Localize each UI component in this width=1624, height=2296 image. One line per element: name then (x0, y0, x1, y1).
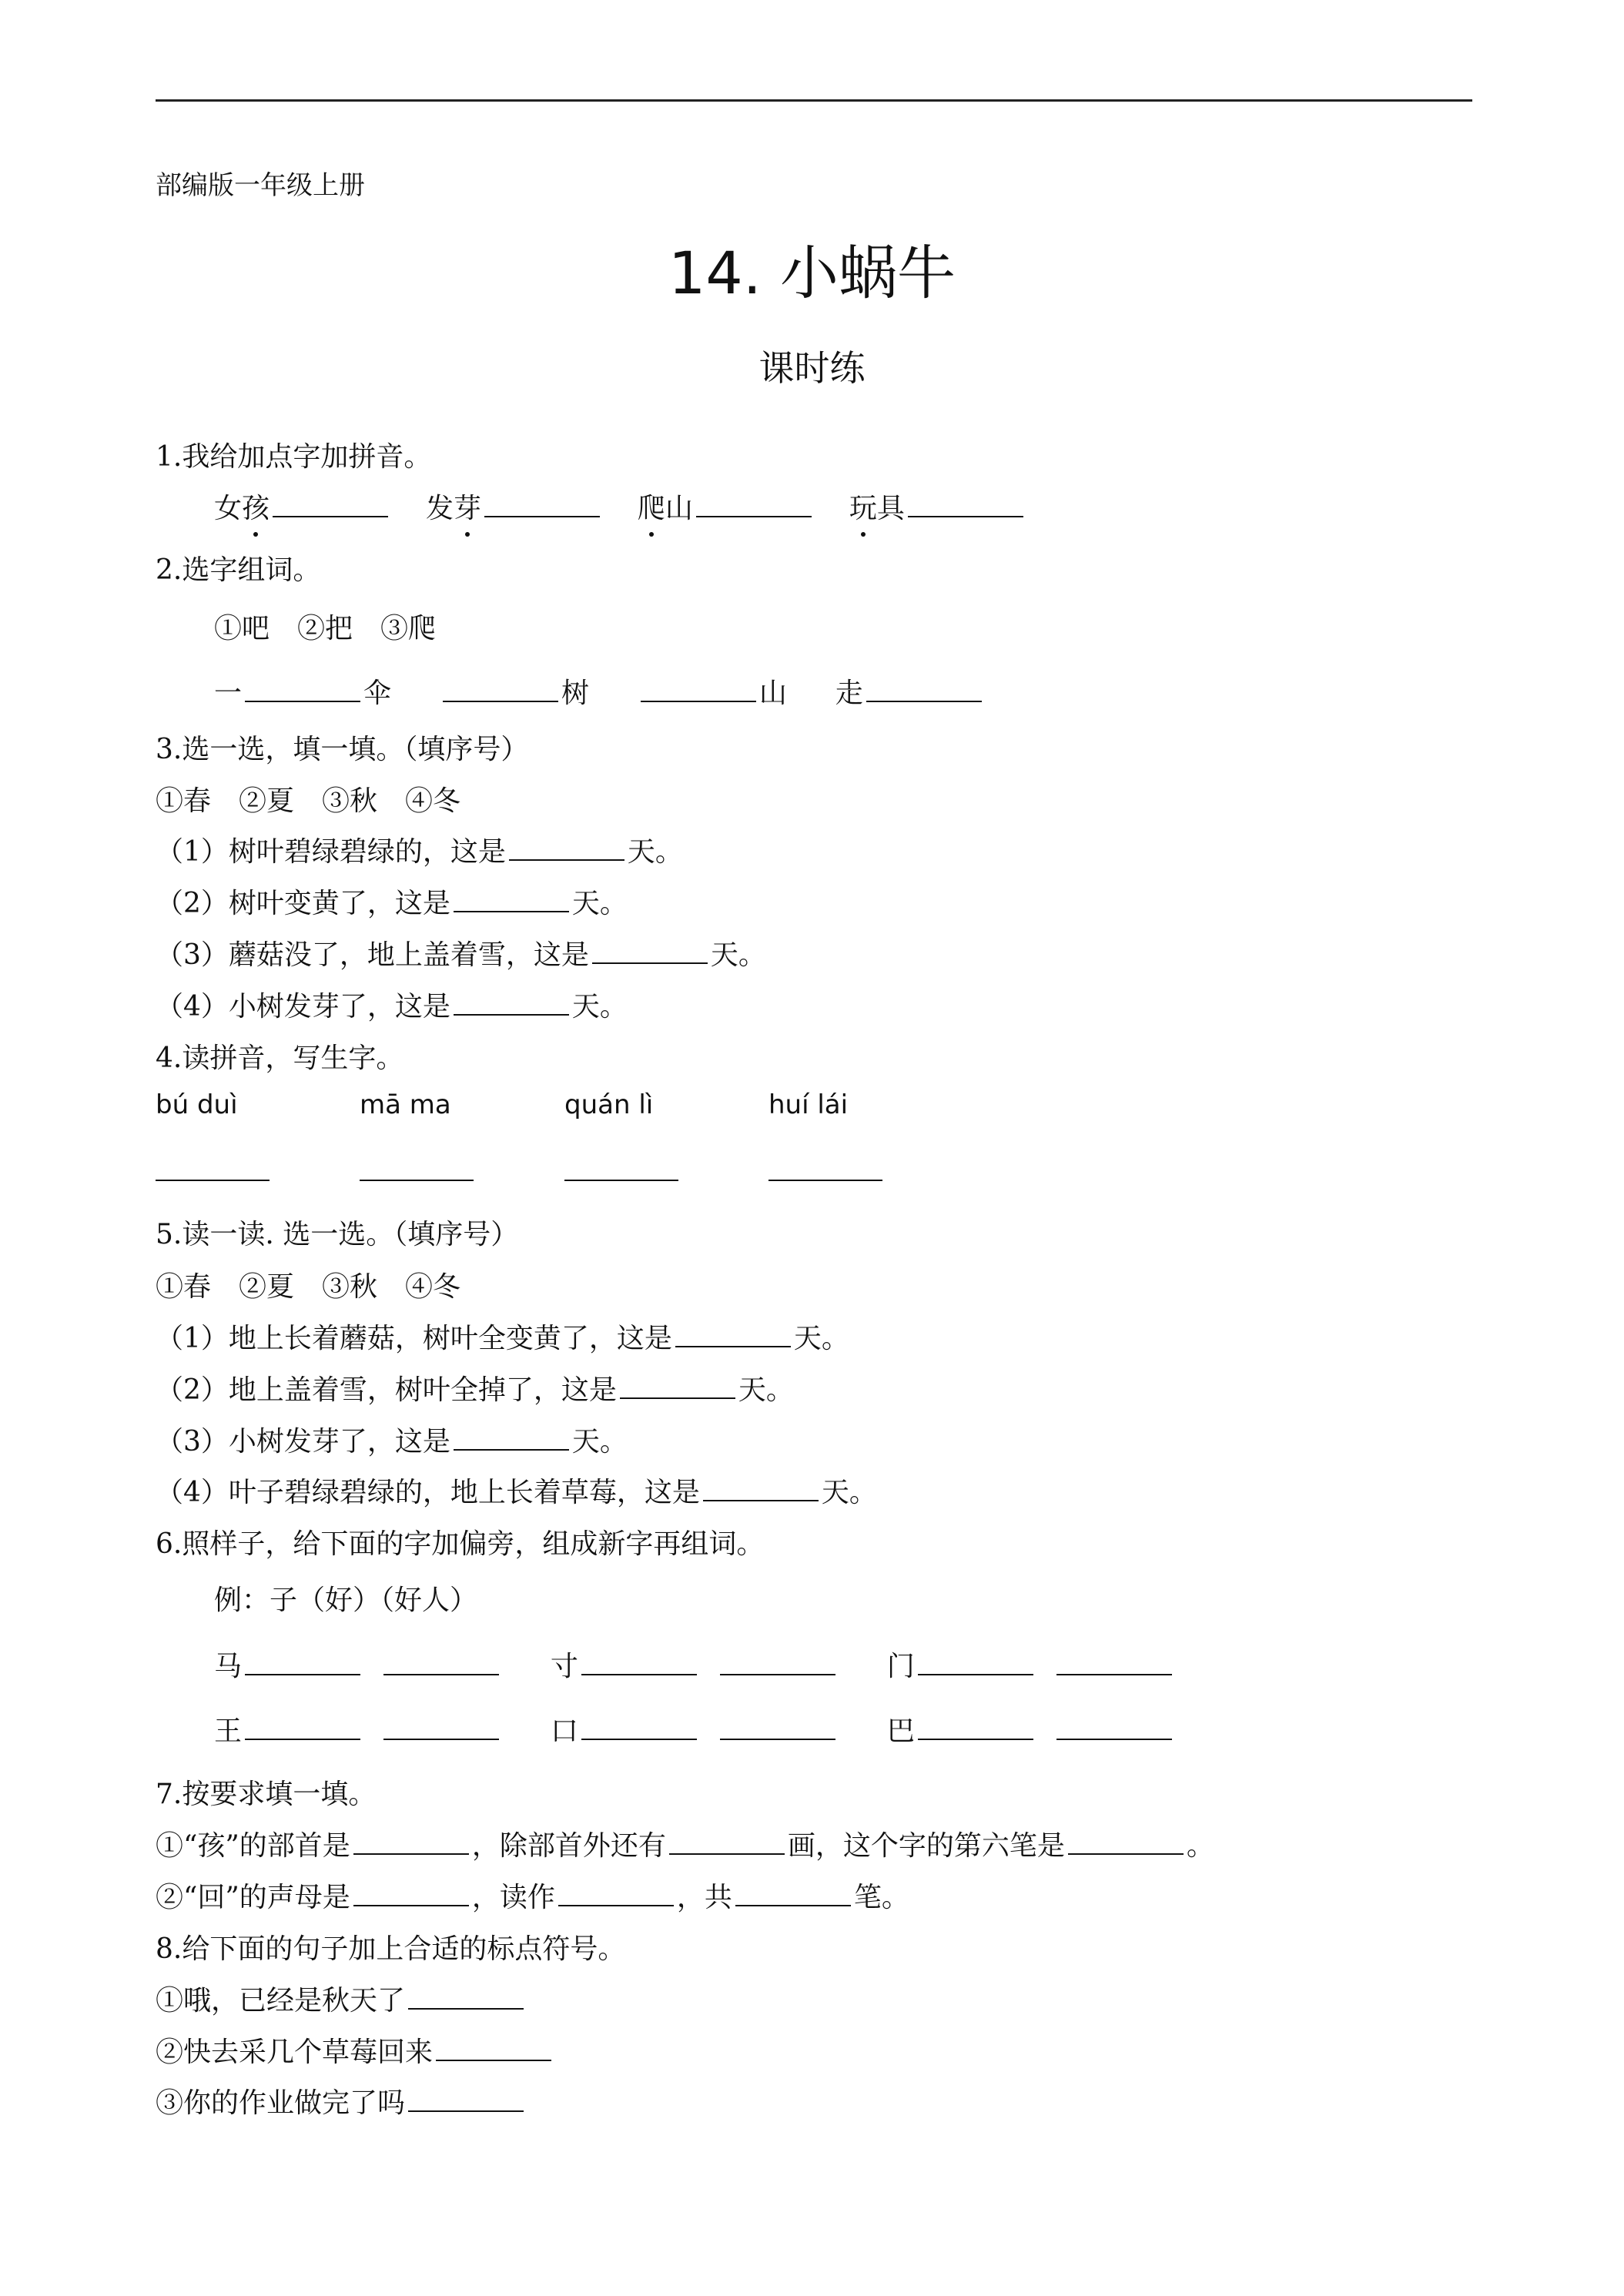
answer-blank[interactable] (641, 678, 756, 702)
q3-item-2: （2）树叶变黄了，这是 天。 (156, 888, 628, 919)
answer-blank[interactable] (245, 1715, 360, 1740)
answer-blank[interactable] (720, 1715, 835, 1740)
q1-item-1: 女孩 (214, 493, 391, 524)
q4-pinyin-4: huí lái (768, 1089, 849, 1120)
q5-item-1: （1）地上长着蘑菇，树叶全变黄了，这是 天。 (156, 1323, 849, 1354)
answer-blank[interactable] (696, 493, 812, 517)
answer-blank[interactable] (1056, 1715, 1172, 1740)
q8-prompt: 8.给下面的句子加上合适的标点符号。 (156, 1933, 626, 1965)
answer-blank[interactable] (454, 1426, 569, 1451)
answer-blank[interactable] (1068, 1830, 1184, 1855)
header-rule (156, 99, 1472, 102)
q6-example: 例：子（好）（好人） (214, 1585, 478, 1616)
answer-blank[interactable] (484, 493, 600, 517)
q4-pinyin-2: mā ma (360, 1089, 451, 1120)
answer-blank[interactable] (454, 991, 569, 1016)
answer-blank[interactable] (866, 678, 982, 702)
answer-blank[interactable] (360, 1180, 474, 1181)
q3-item-4: （4）小树发芽了，这是 天。 (156, 991, 628, 1022)
answer-blank[interactable] (918, 1651, 1033, 1675)
q1-item-3: 爬山 (638, 493, 815, 524)
q5-options: ①春 ②夏 ③秋 ④冬 (156, 1271, 461, 1303)
answer-blank[interactable] (918, 1715, 1033, 1740)
answer-blank[interactable] (383, 1715, 499, 1740)
answer-blank[interactable] (703, 1477, 819, 1501)
answer-blank[interactable] (669, 1830, 785, 1855)
answer-blank[interactable] (581, 1715, 697, 1740)
q5-item-4: （4）叶子碧绿碧绿的，地上长着草莓，这是 天。 (156, 1477, 877, 1508)
answer-blank[interactable] (620, 1374, 735, 1399)
answer-blank[interactable] (768, 1180, 882, 1181)
answer-blank[interactable] (156, 1180, 270, 1181)
q5-item-2: （2）地上盖着雪，树叶全掉了，这是 天。 (156, 1374, 794, 1406)
q6-prompt: 6.照样子，给下面的字加偏旁，组成新字再组词。 (156, 1528, 765, 1560)
q7-line-1: ①“孩”的部首是 ，除部首外还有 画，这个字的第六笔是 。 (156, 1830, 1214, 1862)
q8-item-2: ②快去采几个草莓回来 (156, 2030, 554, 2070)
q5-item-3: （3）小树发芽了，这是 天。 (156, 1426, 628, 1458)
answer-blank[interactable] (720, 1651, 835, 1675)
q1-items (214, 487, 1026, 526)
q4-pinyin-1: bú duì (156, 1089, 238, 1120)
answer-blank[interactable] (353, 1882, 469, 1906)
q1-item-4: 玩具 (849, 493, 1026, 524)
answer-blank[interactable] (675, 1323, 791, 1347)
answer-blank[interactable] (735, 1882, 851, 1906)
answer-blank[interactable] (383, 1651, 499, 1675)
answer-blank[interactable] (245, 678, 360, 702)
series-label: 部编版一年级上册 (156, 170, 365, 201)
q5-prompt: 5.读一读. 选一选。（填序号） (156, 1219, 519, 1250)
q2-options: ①吧 ②把 ③爬 (214, 613, 437, 644)
q1-prompt: 1.我给加点字加拼音。 (156, 441, 432, 473)
answer-blank[interactable] (1056, 1651, 1172, 1675)
page-subtitle: 课时练 (758, 347, 866, 389)
answer-blank[interactable] (408, 2087, 524, 2112)
answer-blank[interactable] (592, 939, 708, 964)
answer-blank[interactable] (273, 493, 388, 517)
answer-blank[interactable] (443, 678, 558, 702)
q3-item-1: （1）树叶碧绿碧绿的，这是 天。 (156, 836, 683, 868)
q3-item-3: （3）蘑菇没了，地上盖着雪，这是 天。 (156, 939, 766, 971)
page-title: 14. 小蜗牛 (668, 239, 956, 307)
answer-blank[interactable] (564, 1180, 678, 1181)
q6-row-1: 马 寸 门 (214, 1645, 1175, 1684)
answer-blank[interactable] (558, 1882, 674, 1906)
q2-blanks: 一 伞 树 山 走 (214, 671, 985, 711)
q1-item-2: 发芽 (426, 493, 603, 524)
answer-blank[interactable] (436, 2037, 551, 2061)
q4-pinyin-3: quán lì (564, 1089, 654, 1120)
q3-options: ①春 ②夏 ③秋 ④冬 (156, 785, 461, 817)
q2-prompt: 2.选字组词。 (156, 554, 321, 586)
q8-item-1: ①哦，已经是秋天了 (156, 1979, 527, 2018)
answer-blank[interactable] (245, 1651, 360, 1675)
answer-blank[interactable] (908, 493, 1023, 517)
answer-blank[interactable] (509, 836, 624, 861)
q4-prompt: 4.读拼音，写生字。 (156, 1043, 404, 1074)
answer-blank[interactable] (454, 888, 569, 912)
answer-blank[interactable] (353, 1830, 469, 1855)
answer-blank[interactable] (581, 1651, 697, 1675)
q6-row-2: 王 口 巴 (214, 1709, 1175, 1749)
q7-line-2: ②“回”的声母是 ，读作 ，共 笔。 (156, 1882, 909, 1913)
q7-prompt: 7.按要求填一填。 (156, 1779, 377, 1810)
answer-blank[interactable] (408, 1985, 524, 2010)
q3-prompt: 3.选一选，填一填。（填序号） (156, 734, 529, 765)
q8-item-3: ③你的作业做完了吗 (156, 2081, 527, 2120)
